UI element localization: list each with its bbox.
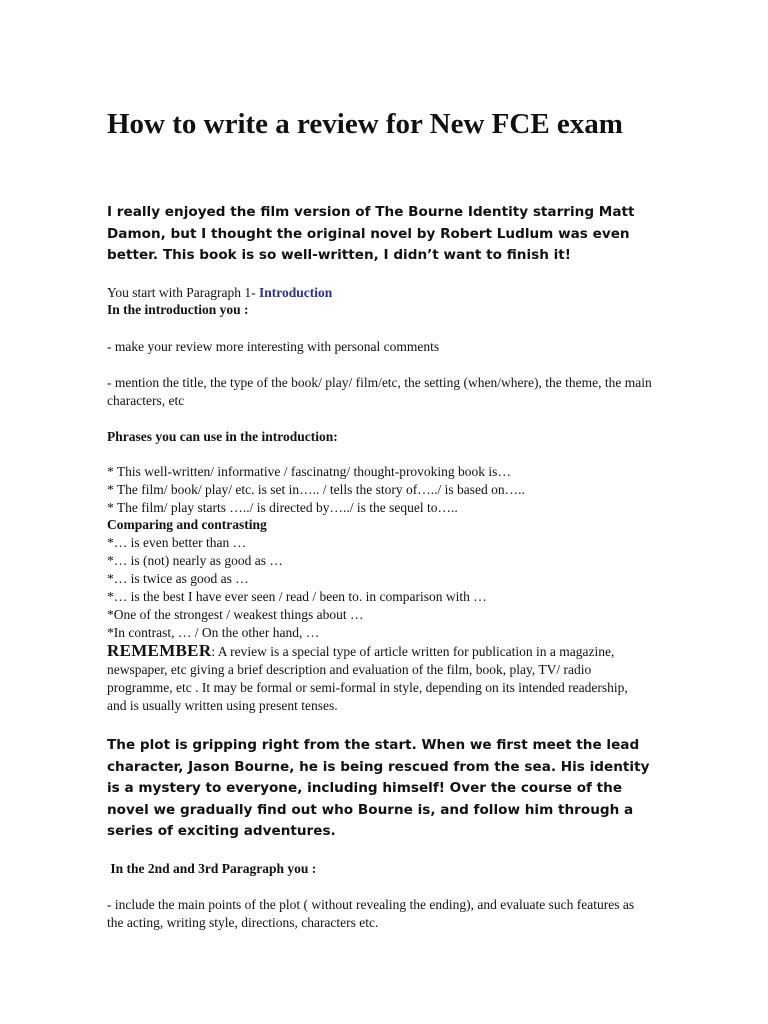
comparing-item-6: *In contrast, … / On the other hand, … — [107, 625, 320, 640]
comparing-item-4: *… is the best I have ever seen / read / been to. in comparison with … — [107, 589, 487, 604]
introduction-link[interactable]: Introduction — [259, 285, 333, 300]
phrases-heading: Phrases you can use in the introduction: — [107, 429, 338, 444]
paragraph1-prefix: You start with Paragraph 1- — [107, 285, 259, 300]
comparing-item-1: *… is even better than … — [107, 535, 247, 550]
comparing-item-3: *… is twice as good as … — [107, 571, 249, 586]
phrase-item-2: * The film/ book/ play/ etc. is set in….. / tells the story of…../ is based on….. — [107, 482, 525, 497]
paragraph23-point: - include the main points of the plot ( without revealing the ending), and evaluate such features as the acting, writing style, directions, characters etc. — [107, 897, 635, 930]
comparing-heading: Comparing and contrasting — [107, 517, 267, 532]
phrase-item-1: * This well-written/ informative / fascinatng/ thought-provoking book is… — [107, 464, 511, 479]
remember-label: REMEMBER — [107, 641, 212, 660]
page-title: How to write a review for New FCE exam — [107, 108, 623, 140]
intro-point-2: - mention the title, the type of the book/ play/ film/etc, the setting (when/where), the theme, the main characters, etc — [107, 375, 652, 408]
remember-text: : A review is a special type of article written for publication in a magazine, newspaper, etc giving a brief description and evaluation of the film, book, play, TV/ radio programme, etc . It may be formal or semi-formal in style, depending on its intended readership, and is usually written using present tenses. — [107, 644, 628, 713]
intro-point-1: - make your review more interesting with personal comments — [107, 339, 440, 354]
introduction-heading: In the introduction you : — [107, 302, 249, 317]
paragraph1-line — [107, 284, 332, 302]
phrase-item-3: * The film/ play starts …../ is directed by…../ is the sequel to….. — [107, 500, 458, 515]
paragraph23-heading: In the 2nd and 3rd Paragraph you : — [107, 861, 317, 876]
sample-plot: The plot is gripping right from the start. When we first meet the lead character, Jason Bourne, he is being rescued from the sea. His identity is a mystery to everyone, including himself! Over the course of the novel we gradually find out who Bourne is, and follow him through a series of exciting adventures. — [107, 737, 650, 839]
comparing-item-2: *… is (not) nearly as good as … — [107, 553, 283, 568]
sample-introduction: I really enjoyed the film version of The Bourne Identity starring Matt Damon, but I thought the original novel by Robert Ludlum was even better. This book is so well-written, I didn’t want to finish it! — [107, 204, 635, 263]
comparing-item-5: *One of the strongest / weakest things about … — [107, 607, 364, 622]
remember-note — [107, 642, 637, 715]
